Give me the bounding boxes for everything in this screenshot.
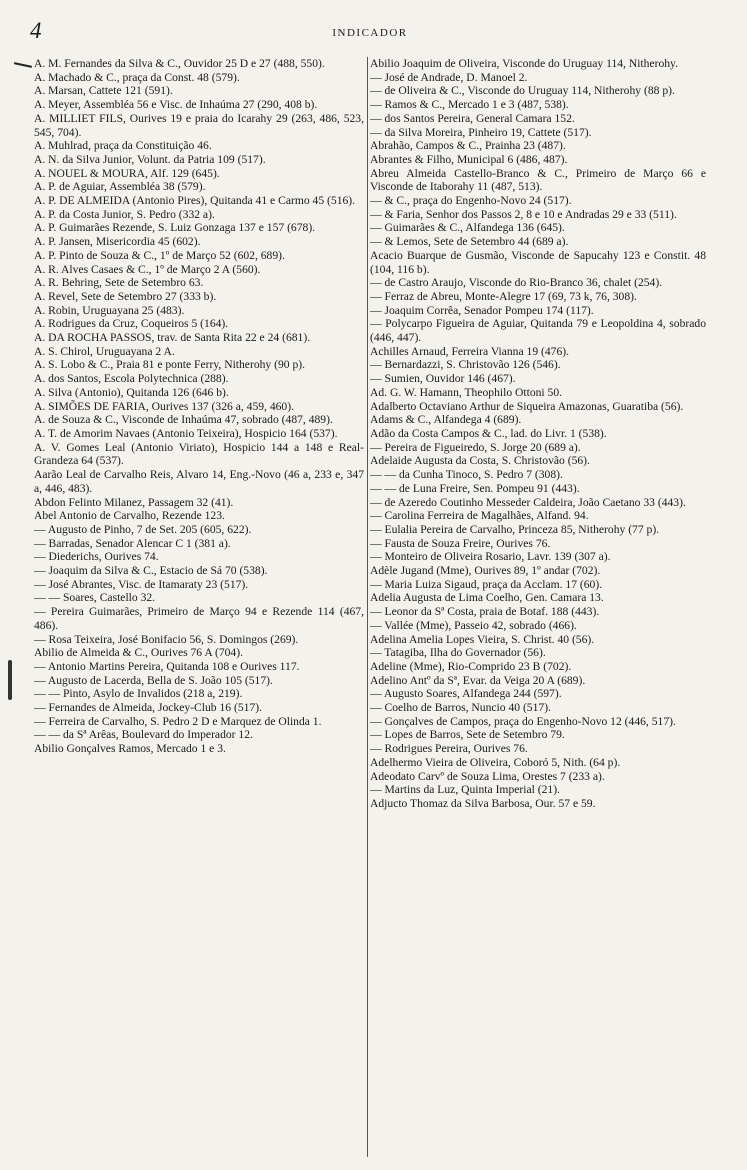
directory-entry: Adelina Amelia Lopes Vieira, S. Christ. 40 (56). [370,632,595,646]
directory-entry: Adjucto Thomaz da Silva Barbosa, Our. 57 e 59. [370,796,596,810]
directory-entry: — Diederichs, Ourives 74. [34,550,159,564]
directory-entry: — Carolina Ferreira de Magalhães, Alfand. 94. [370,509,589,523]
column-divider [367,57,368,1157]
directory-entry: — Barradas, Senador Alencar C 1 (381 a). [34,536,231,550]
directory-entry: A. de Souza & C., Visconde de Inhaúma 47, sobrado (487, 489). [34,413,333,427]
directory-entry: — de Oliveira & C., Visconde do Uruguay 114, Nitherohy (88 p). [370,84,675,98]
directory-entry: A. P. Jansen, Misericordia 45 (602). [34,235,201,249]
directory-entry: — Joaquim da Silva & C., Estacio de Sá 70 (538). [34,564,268,578]
directory-entry: — dos Santos Pereira, General Camara 152. [370,111,575,125]
directory-entry: Adelino Antº da Sª, Evar. da Veiga 20 A (689). [370,673,586,687]
directory-entry: — Augusto de Lacerda, Bella de S. João 105 (517). [34,673,273,687]
directory-entry: A. Rodrigues da Cruz, Coqueiros 5 (164). [34,317,229,331]
directory-entry: Aarão Leal de Carvalho Reis, Alvaro 14, Eng.-Novo (46 a, 233 e, 347 a, 446, 483). [34,468,364,495]
directory-entry: A. NOUEL & MOURA, Alf. 129 (645). [34,166,220,180]
directory-entry: Adèle Jugand (Mme), Ourives 89, 1º andar (702). [370,564,601,578]
page-number: 4 [30,18,42,43]
directory-entry: — Joaquim Corrêa, Senador Pompeu 174 (117). [370,303,594,317]
directory-entry: — Monteiro de Oliveira Rosario, Lavr. 139 (307 a). [370,550,611,564]
directory-entry: Adelaide Augusta da Costa, S. Christovão (56). [370,454,590,468]
directory-entry: — Fausta de Souza Freire, Ourives 76. [370,536,551,550]
directory-entry: A. Marsan, Cattete 121 (591). [34,84,173,98]
directory-entry: Abdon Felinto Milanez, Passagem 32 (41). [34,495,234,509]
directory-entry: A. MILLIET FILS, Ourives 19 e praia do Icarahy 29 (263, 486, 523, 545, 704). [34,111,364,139]
directory-entry: — Rodrigues Pereira, Ourives 76. [370,742,528,756]
directory-entry: Ad. G. W. Hamann, Theophilo Ottoni 50. [370,385,563,399]
directory-entry: Adeline (Mme), Rio-Comprido 23 B (702). [370,659,572,673]
right-column [370,57,706,1157]
directory-entry: A. Machado & C., praça da Const. 48 (579). [34,70,240,84]
directory-entry: Abrahão, Campos & C., Prainha 23 (487). [370,139,566,153]
directory-entry: A. Meyer, Assembléa 56 e Visc. de Inhaúma 27 (290, 408 b). [34,98,318,112]
directory-entry: Abilio Gonçalves Ramos, Mercado 1 e 3. [34,742,226,756]
directory-entry: A. Muhlrad, praça da Constituição 46. [34,139,212,153]
directory-entry: — — Pinto, Asylo de Invalidos (218 a, 219). [34,687,243,701]
directory-entry: — Guimarães & C., Alfandega 136 (645). [370,221,565,235]
directory-entry: A. P. DE ALMEIDA (Antonio Pires), Quitanda 41 e Carmo 45 (516). [34,194,356,208]
directory-entry: Abreu Almeida Castello-Branco & C., Primeiro de Março 66 e Visconde de Itaborahy 11 (487, 513). [370,166,706,194]
directory-entry: Abilio de Almeida & C., Ourives 76 A (704). [34,646,243,660]
directory-entry: — Martins da Luz, Quinta Imperial (21). [370,783,560,797]
left-column [34,57,364,1157]
directory-entry: A. N. da Silva Junior, Volunt. da Patria 109 (517). [34,152,266,166]
directory-entry: Abrantes & Filho, Municipal 6 (486, 487). [370,152,568,166]
directory-entry: A. S. Chirol, Uruguayana 2 A. [34,344,175,358]
directory-entry: — Tatagiba, Ilha do Governador (56). [370,646,546,660]
directory-entry: Adelia Augusta de Lima Coelho, Gen. Camara 13. [370,591,604,605]
directory-entry: — Augusto Soares, Alfandega 244 (597). [370,687,562,701]
directory-entry: A. Revel, Sete de Setembro 27 (333 b). [34,289,217,303]
directory-entry: A. S. Lobo & C., Praia 81 e ponte Ferry, Nitherohy (90 p). [34,358,306,372]
directory-entry: — — da Sª Arêas, Boulevard do Imperador 12. [34,728,253,742]
directory-entry: A. SIMÕES DE FARIA, Ourives 137 (326 a, 459, 460). [34,399,294,413]
directory-entry: A. R. Behring, Sete de Setembro 63. [34,276,204,290]
directory-entry: — Maria Luiza Sigaud, praça da Acclam. 17 (60). [370,577,603,591]
directory-entry: Adão da Costa Campos & C., lad. do Livr. 1 (538). [370,426,607,440]
directory-entry: — — de Luna Freire, Sen. Pompeu 91 (443). [370,481,580,495]
directory-entry: — Ferreira de Carvalho, S. Pedro 2 D e Marquez de Olinda 1. [34,714,322,728]
directory-entry: — & Lemos, Sete de Setembro 44 (689 a). [370,235,569,249]
directory-entry: A. P. da Costa Junior, S. Pedro (332 a). [34,207,215,221]
directory-entry: A. P. de Aguiar, Assembléa 38 (579). [34,180,206,194]
directory-entry: A. P. Pinto de Souza & C., 1º de Março 52 (602, 689). [34,248,285,262]
directory-entry: — Fernandes de Almeida, Jockey-Club 16 (517). [34,701,262,715]
directory-entry: — & C., praça do Engenho-Novo 24 (517). [370,194,572,208]
directory-entry: A. T. de Amorim Navaes (Antonio Teixeira), Hospicio 164 (537). [34,426,338,440]
running-title: INDICADOR [332,27,408,39]
directory-entry: — Bernardazzi, S. Christovão 126 (546). [370,358,561,372]
directory-entry: — — da Cunha Tinoco, S. Pedro 7 (308). [370,468,563,482]
directory-entry: A. V. Gomes Leal (Antonio Viriato), Hospicio 144 a 148 e Real-Grandeza 64 (537). [34,440,364,468]
directory-entry: — Leonor da Sª Costa, praia de Botaf. 188 (443). [370,605,600,619]
directory-entry: — José de Andrade, D. Manoel 2. [370,70,528,84]
directory-entry: Adams & C., Alfandega 4 (689). [370,413,522,427]
directory-entry: — Coelho de Barros, Nuncio 40 (517). [370,701,551,715]
directory-entry: — de Azeredo Coutinho Messeder Caldeira, João Caetano 33 (443). [370,495,686,509]
directory-entry: — & Faria, Senhor dos Passos 2, 8 e 10 e Andradas 29 e 33 (511). [370,207,677,221]
directory-entry: Acacio Buarque de Gusmão, Visconde de Sapucahy 123 e Constit. 48 (104, 116 b). [370,248,706,276]
directory-entry: — Sumien, Ouvidor 146 (467). [370,372,516,386]
directory-entry: A. M. Fernandes da Silva & C., Ouvidor 25 D e 27 (488, 550). [34,57,325,70]
directory-entry: — Ramos & C., Mercado 1 e 3 (487, 538). [370,98,569,112]
directory-entry: A. dos Santos, Escola Polytechnica (288). [34,372,229,386]
directory-entry: Adelhermo Vieira de Oliveira, Coboró 5, Nith. (64 p). [370,755,621,769]
entry-columns [34,57,709,1162]
directory-entry: Adeodato Carvº de Souza Lima, Orestes 7 (233 a). [370,769,605,783]
directory-entry: — Augusto de Pinho, 7 de Set. 205 (605, 622). [34,522,252,536]
directory-entry: — Lopes de Barros, Sete de Setembro 79. [370,728,565,742]
directory-entry: — de Castro Araujo, Visconde do Rio-Branco 36, chalet (254). [370,276,663,290]
directory-entry: — Polycarpo Figueira de Aguiar, Quitanda 79 e Leopoldina 4, sobrado (446, 447). [370,317,706,345]
directory-entry: Abel Antonio de Carvalho, Rezende 123. [34,509,225,523]
directory-entry: — Antonio Martins Pereira, Quitanda 108 e Ourives 117. [34,659,300,673]
directory-entry: — Pereira de Figueiredo, S. Jorge 20 (689 a). [370,440,581,454]
directory-entry: — — Soares, Castello 32. [34,591,156,605]
margin-ink-mark [8,660,12,700]
directory-entry: A. R. Alves Casaes & C., 1º de Março 2 A (560). [34,262,261,276]
directory-entry: — Pereira Guimarães, Primeiro de Março 94 e Rezende 114 (467, 486). [34,605,364,632]
directory-entry: — José Abrantes, Visc. de Itamaraty 23 (517). [34,577,249,591]
directory-entry: A. DA ROCHA PASSOS, trav. de Santa Rita 22 e 24 (681). [34,331,311,345]
page-header [30,18,710,48]
directory-entry: — Gonçalves de Campos, praça do Engenho-Novo 12 (446, 517). [370,714,676,728]
directory-entry: — Vallée (Mme), Passeio 42, sobrado (466). [370,618,577,632]
directory-entry: Abilio Joaquim de Oliveira, Visconde do Uruguay 114, Nitherohy. [370,57,678,70]
directory-entry: Adalberto Octaviano Arthur de Siqueira Amazonas, Guaratiba (56). [370,399,684,413]
directory-entry: A. P. Guimarães Rezende, S. Luiz Gonzaga 137 e 157 (678). [34,221,316,235]
directory-entry: — Rosa Teixeira, José Bonifacio 56, S. Domingos (269). [34,632,299,646]
directory-entry: A. Robin, Uruguayana 25 (483). [34,303,185,317]
pointing-hand-mark [14,62,32,68]
directory-entry: Achilles Arnaud, Ferreira Vianna 19 (476). [370,344,570,358]
directory-entry: — Ferraz de Abreu, Monte-Alegre 17 (69, 73 k, 76, 308). [370,289,637,303]
directory-entry: — Eulalia Pereira de Carvalho, Princeza 85, Nitherohy (77 p). [370,522,660,536]
directory-entry: — da Silva Moreira, Pinheiro 19, Cattete (517). [370,125,592,139]
directory-entry: A. Silva (Antonio), Quitanda 126 (646 b). [34,385,229,399]
